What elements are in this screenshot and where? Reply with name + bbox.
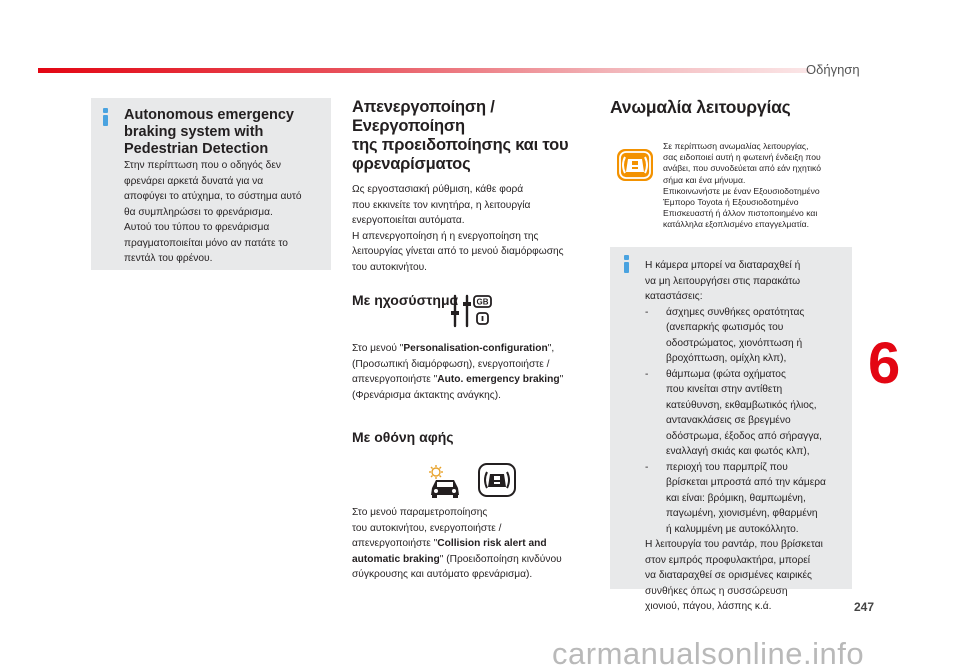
collision-warning-lamp-icon <box>616 148 654 182</box>
info-icon <box>624 255 629 273</box>
malfunction-heading: Ανωμαλία λειτουργίας <box>610 97 791 117</box>
toggle-heading: Απενεργοποίηση / Ενεργοποίηση της προειδοποίησης και του φρεναρίσματος <box>352 98 569 173</box>
chapter-number: 6 <box>868 331 901 396</box>
page-number: 247 <box>854 600 875 614</box>
right-column <box>610 98 855 117</box>
list-item: - άσχημες συνθήκες ορατότητας (ανεπαρκής φωτισμός του οδοστρώματος, χιονόπτωση ή βροχόπτωση, ομίχλη κλπ), <box>645 306 805 364</box>
audio-heading: Με ηχοσύστημα <box>352 292 459 308</box>
aeb-title: Autonomous emergency braking system with Pedestrian Detection <box>124 107 294 157</box>
aeb-info-box <box>91 98 331 270</box>
aeb-body: Στην περίπτωση που ο οδηγός δεν φρενάρει αρκετά δυνατά για να αποφύγει το ατύχημα, το σύστημα αυτό θα συμπληρώσει το φρενάρισμα. Αυτού του τύπου το φρενάρισμα πραγματοποιείται μόνο αν πατάτε το πεντάλ του φρένου. <box>124 160 302 264</box>
camera-body: Η κάμερα μπορεί να διαταραχθεί ή να μη λειτουργήσει στις παρακάτω καταστάσεις: - άσχημες συνθήκες ορατότητας (ανεπαρκής φωτισμός του οδοστρώματος, χιονόπτωση ή βροχόπτωση, ομίχλη κλπ), - θάμπωμα (φώτα οχήματος που κινείται στην αντίθετη κατεύθυνση, εκθαμβωτικός ήλιος, αντανακλάσεις σε βρεγμένο οδόστρωμα, έξοδος από σήραγγα, εναλλαγή σκιάς και φωτός κλπ), - περιοχή του παρμπρίζ που βρίσκεται μπροστά από την κάμερα και είναι: βρόμικη, θαμπωμένη, παγωμένη, χιονισμένη, φθαρμένη ή καλυμμένη με αυτοκόλλητο. Η λειτουργία του ραντάρ, που βρίσκεται στον εμπρός προφυλακτήρα, μπορεί να διαταραχθεί σε ορισμένες καιρικές συνθήκες όπως η συσσώρευση χιονιού, πάγου, λάσπης κ.ά. <box>645 258 850 615</box>
toggle-intro: Ως εργοστασιακή ρύθμιση, κάθε φορά που εκκινείτε τον κινητήρα, η λειτουργία ενεργοποιείται αυτόματα. Η απενεργοποίηση ή η ενεργοποίηση της λειτουργίας γίνεται από το μενού διαμόρφωσης του αυτοκινήτου. <box>352 184 564 273</box>
touch-heading: Με οθόνη αφής <box>352 429 454 445</box>
header-accent-bar <box>38 68 810 73</box>
collision-alert-icon <box>478 463 516 497</box>
settings-sliders-gb-icon <box>448 293 496 329</box>
touch-instructions: Στο μενού παραμετροποίησης του αυτοκινήτου, ενεργοποιήστε / απενεργοποιήστε "Collision risk alert and automatic braking" (Προειδοποίηση κινδύνου σύγκρουσης και αυτόματο φρενάρισμα). <box>352 507 562 580</box>
info-icon <box>103 108 108 126</box>
watermark: carmanualsonline.info <box>552 636 865 671</box>
svg-text:GB: GB <box>476 297 489 307</box>
list-item: - περιοχή του παρμπρίζ που βρίσκεται μπροστά από την κάμερα και είναι: βρόμικη, θαμπωμένη, παγωμένη, χιονισμένη, φθαρμένη ή καλυμμένη με αυτοκόλλητο. <box>645 461 826 535</box>
camera-info-box <box>610 247 852 612</box>
vehicle-settings-gear-icon <box>427 464 463 498</box>
audio-instructions: Στο μενού "Personalisation-configuration", (Προσωπική διαμόρφωση), ενεργοποιήστε / απενεργοποιήστε "Auto. emergency braking" (Φρενάρισμα άκτακτης ανάγκης). <box>352 343 564 401</box>
list-item: - θάμπωμα (φώτα οχήματος που κινείται στην αντίθετη κατεύθυνση, εκθαμβωτικός ήλιος, αντανακλάσεις σε βρεγμένο οδόστρωμα, έξοδος από σήραγγα, εναλλαγή σκιάς και φωτός κλπ), <box>645 368 823 457</box>
malfunction-text: Σε περίπτωση ανωμαλίας λειτουργίας, σας ειδοποιεί αυτή η φωτεινή ένδειξη που ανάβει, που συνοδεύεται από εάν ηχητικό σήμα και ένα μήνυμα. Επικοινωνήστε με έναν Εξουσιοδοτημένο Έμπορο Toyota ή Εξουσιοδοτημένο Επισκευαστή ή άλλον πιστοποιημένο και κατάλληλα εξοπλισμένο επαγγελματία. <box>663 141 822 230</box>
section-name: Οδήγηση <box>806 62 860 77</box>
middle-column <box>352 98 597 308</box>
